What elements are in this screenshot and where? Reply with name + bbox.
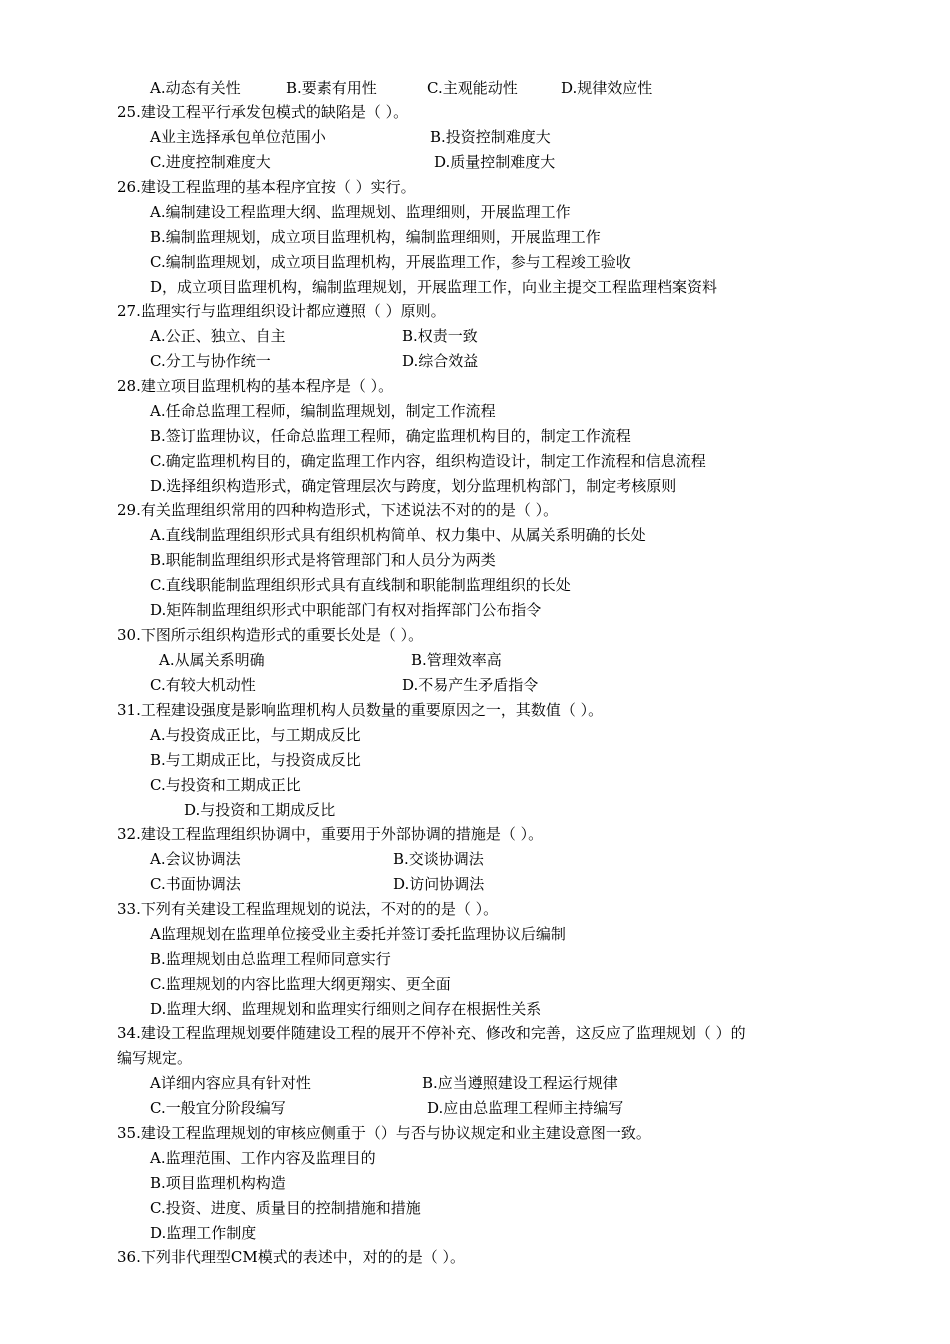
question-34-option-b: B.应当遵照建设工程运行规律	[422, 1074, 618, 1092]
question-30-option-c: C.有较大机动性	[150, 676, 256, 694]
question-34-stem: 34.建设工程监理规划要伴随建设工程的展开不停补充、修改和完善，这反应了监理规划（ ）的	[117, 1024, 746, 1042]
option-c: C.主观能动性	[427, 79, 518, 97]
question-25-stem: 25.建设工程平行承发包模式的缺陷是（ ）。	[117, 103, 409, 121]
question-33-option-d: D.监理大纲、监理规划和监理实行细则之间存在根据性关系	[150, 1000, 542, 1018]
question-30-option-a: A.从属关系明确	[159, 651, 265, 669]
question-35-option-d: D.监理工作制度	[150, 1224, 257, 1242]
question-36-stem: 36.下列非代理型CM模式的表述中，对的的是（ ）。	[117, 1248, 465, 1266]
question-33-option-a: A监理规划在监理单位接受业主委托并签订委托监理协议后编制	[150, 925, 566, 943]
question-32-option-a: A.会议协调法	[150, 850, 241, 868]
question-26-option-c: C.编制监理规划，成立项目监理机构，开展监理工作，参与工程竣工验收	[150, 253, 631, 271]
question-27-option-c: C.分工与协作统一	[150, 352, 271, 370]
question-32-option-c: C.书面协调法	[150, 875, 241, 893]
option-a: A.动态有关性	[150, 79, 241, 97]
question-28-option-b: B.签订监理协议，任命总监理工程师，确定监理机构目的，制定工作流程	[150, 427, 631, 445]
question-31-option-a: A.与投资成正比，与工期成反比	[150, 726, 361, 744]
option-d: D.规律效应性	[561, 79, 653, 97]
question-27-option-b: B.权责一致	[402, 327, 478, 345]
question-30-option-b: B.管理效率高	[411, 651, 502, 669]
question-34-option-a: A详细内容应具有针对性	[150, 1074, 311, 1092]
question-25-option-d: D.质量控制难度大	[434, 153, 556, 171]
question-32-option-d: D.访问协调法	[393, 875, 485, 893]
question-31-option-c: C.与投资和工期成正比	[150, 776, 301, 794]
question-30-stem: 30.下图所示组织构造形式的重要长处是（ ）。	[117, 626, 424, 644]
question-34-option-d: D.应由总监理工程师主持编写	[427, 1099, 624, 1117]
question-26-stem: 26.建设工程监理的基本程序宜按（ ）实行。	[117, 178, 416, 196]
question-33-option-c: C.监理规划的内容比监理大纲更翔实、更全面	[150, 975, 451, 993]
question-29-option-a: A.直线制监理组织形式具有组织机构简单、权力集中、从属关系明确的长处	[150, 526, 646, 544]
question-29-option-c: C.直线职能制监理组织形式具有直线制和职能制监理组织的长处	[150, 576, 571, 594]
question-28-option-d: D.选择组织构造形式，确定管理层次与跨度，划分监理机构部门，制定考核原则	[150, 477, 677, 495]
question-35-option-b: B.项目监理机构构造	[150, 1174, 286, 1192]
question-29-option-b: B.职能制监理组织形式是将管理部门和人员分为两类	[150, 551, 496, 569]
question-31-option-d: D.与投资和工期成反比	[184, 801, 336, 819]
option-b: B.要素有用性	[286, 79, 377, 97]
question-31-stem: 31.工程建设强度是影响监理机构人员数量的重要原因之一，其数值（ ）。	[117, 701, 604, 719]
question-26-option-b: B.编制监理规划，成立项目监理机构，编制监理细则，开展监理工作	[150, 228, 601, 246]
question-26-option-d: D，成立项目监理机构，编制监理规划，开展监理工作，向业主提交工程监理档案资料	[150, 278, 718, 296]
question-35-option-c: C.投资、进度、质量目的控制措施和措施	[150, 1199, 421, 1217]
question-28-option-a: A.任命总监理工程师，编制监理规划，制定工作流程	[150, 402, 496, 420]
question-35-option-a: A.监理范围、工作内容及监理目的	[150, 1149, 376, 1167]
question-28-option-c: C.确定监理机构目的，确定监理工作内容，组织构造设计，制定工作流程和信息流程	[150, 452, 706, 470]
question-27-option-a: A.公正、独立、自主	[150, 327, 286, 345]
question-29-option-d: D.矩阵制监理组织形式中职能部门有权对指挥部门公布指令	[150, 601, 542, 619]
question-28-stem: 28.建立项目监理机构的基本程序是（ ）。	[117, 377, 394, 395]
question-29-stem: 29.有关监理组织常用的四种构造形式，下述说法不对的的是（ ）。	[117, 501, 559, 519]
question-33-option-b: B.监理规划由总监理工程师同意实行	[150, 950, 391, 968]
question-32-option-b: B.交谈协调法	[393, 850, 484, 868]
question-35-stem: 35.建设工程监理规划的审核应侧重于（）与否与协议规定和业主建设意图一致。	[117, 1124, 651, 1142]
question-25-option-c: C.进度控制难度大	[150, 153, 271, 171]
question-31-option-b: B.与工期成正比，与投资成反比	[150, 751, 361, 769]
question-26-option-a: A.编制建设工程监理大纲、监理规划、监理细则，开展监理工作	[150, 203, 571, 221]
question-32-stem: 32.建设工程监理组织协调中，重要用于外部协调的措施是（ ）。	[117, 825, 544, 843]
question-30-option-d: D.不易产生矛盾指令	[402, 676, 539, 694]
question-34-stem-continued: 编写规定。	[117, 1049, 193, 1067]
question-25-option-b: B.投资控制难度大	[430, 128, 551, 146]
question-25-option-a: A业主选择承包单位范围小	[150, 128, 326, 146]
question-27-option-d: D.综合效益	[402, 352, 479, 370]
question-27-stem: 27.监理实行与监理组织设计都应遵照（ ）原则。	[117, 302, 446, 320]
question-34-option-c: C.一般宜分阶段编写	[150, 1099, 286, 1117]
question-33-stem: 33.下列有关建设工程监理规划的说法，不对的的是（ ）。	[117, 900, 499, 918]
